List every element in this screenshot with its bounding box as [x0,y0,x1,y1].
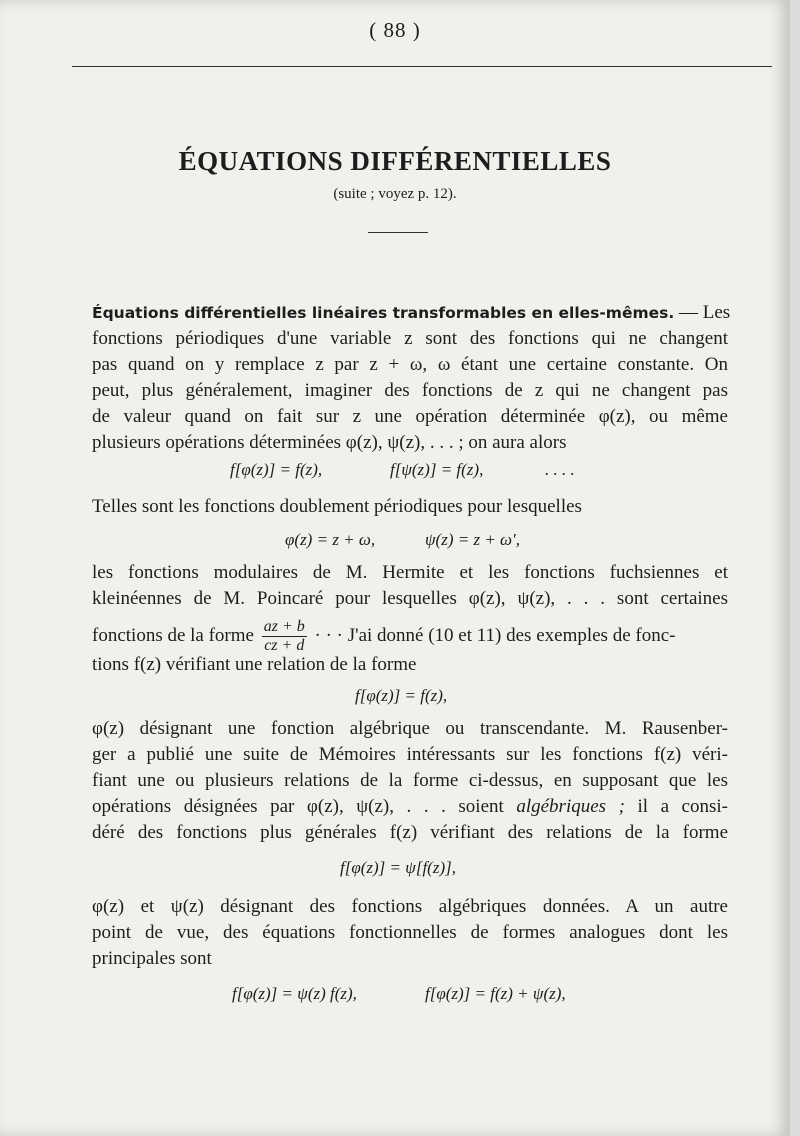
section-subtitle: (suite ; voyez p. 12). [333,186,457,202]
paragraph-1-line-2: fonctions périodiques d'une variable z sont des fonctions qui ne changent [92,328,728,349]
equation-5a: f[φ(z)] = ψ(z) f(z), [232,984,357,1003]
equation-4: f[φ(z)] = ψ[f(z)], [340,858,456,877]
paragraph-2: Telles sont les fonctions doublement périodiques pour lesquelles [92,496,582,517]
paragraph-1-line-5: de valeur quand on fait sur z une opération déterminée φ(z), ou même [92,406,728,427]
paragraph-4-line-3: fiant une ou plusieurs relations de la forme ci-dessus, en supposant que les [92,770,728,791]
paragraph-1-line-4: peut, plus généralement, imaginer des fonctions de z qui ne changent pas [92,380,728,401]
paragraph-4-line-4 [92,794,728,820]
paragraph-4-line-2: ger a publié une suite de Mémoires intéressants sur les fonctions f(z) véri- [92,744,728,765]
paragraph-4-line-4-pre: opérations désignées par φ(z), ψ(z), . . . soient [92,796,504,817]
fraction-denominator: cz + d [264,637,305,655]
section-title: ÉQUATIONS DIFFÉRENTIELLES [178,146,612,176]
emphasis-algebriques: algébriques ; [516,796,625,817]
paragraph-1-line-6: plusieurs opérations déterminées φ(z), ψ(z), . . . ; on aura alors [92,432,567,453]
paragraph-4-line-5: déré des fonctions plus générales f(z) vérifiant des relations de la forme [92,822,728,843]
fraction-numerator: az + b [263,618,305,636]
equation-3: f[φ(z)] = f(z), [355,686,448,705]
equation-1c: . . . . [545,460,575,479]
paragraph-4-line-1: φ(z) désignant une fonction algébrique ou transcendante. M. Rausenber- [92,718,728,739]
paragraph-4-line-4-post: il a consi- [637,796,728,817]
paragraph-1-line-3: pas quand on y remplace z par z + ω, ω étant une certaine constante. On [92,354,728,375]
paragraph-3-line-3-post: · · · J'ai donné (10 et 11) des exemples de fonc- [314,625,676,646]
paragraph-5-line-2: point de vue, des équations fonctionnelles de formes analogues dont les [92,922,728,943]
paragraph-5-line-1: φ(z) et ψ(z) désignant des fonctions algébriques données. A un autre [92,896,728,917]
paragraph-1-line-1 [92,300,731,326]
paragraph-1-line-1-tail: — Les [674,302,731,323]
page-number: ( 88 ) [369,18,421,42]
equation-2b: ψ(z) = z + ω′, [425,530,521,549]
equation-1a: f[φ(z)] = f(z), [230,460,323,479]
header-rule [72,66,772,67]
equation-5b: f[φ(z)] = f(z) + ψ(z), [425,984,566,1003]
paragraph-heading: Équations différentielles linéaires transformables en elles-mêmes. [92,304,675,322]
paragraph-3-line-1: les fonctions modulaires de M. Hermite et les fonctions fuchsiennes et [92,562,728,583]
paragraph-3-line-2: kleinéennes de M. Poincaré pour lesquelles φ(z), ψ(z), . . . sont certaines [92,588,728,609]
paragraph-5-line-3: principales sont [92,948,212,969]
fraction [262,618,307,655]
equation-1b: f[ψ(z)] = f(z), [390,460,484,479]
equation-2a: φ(z) = z + ω, [285,530,376,549]
paragraph-3-line-4: tions f(z) vérifiant une relation de la forme [92,654,417,675]
title-rule [368,232,428,233]
paragraph-3-line-3-pre: fonctions de la forme [92,625,254,646]
